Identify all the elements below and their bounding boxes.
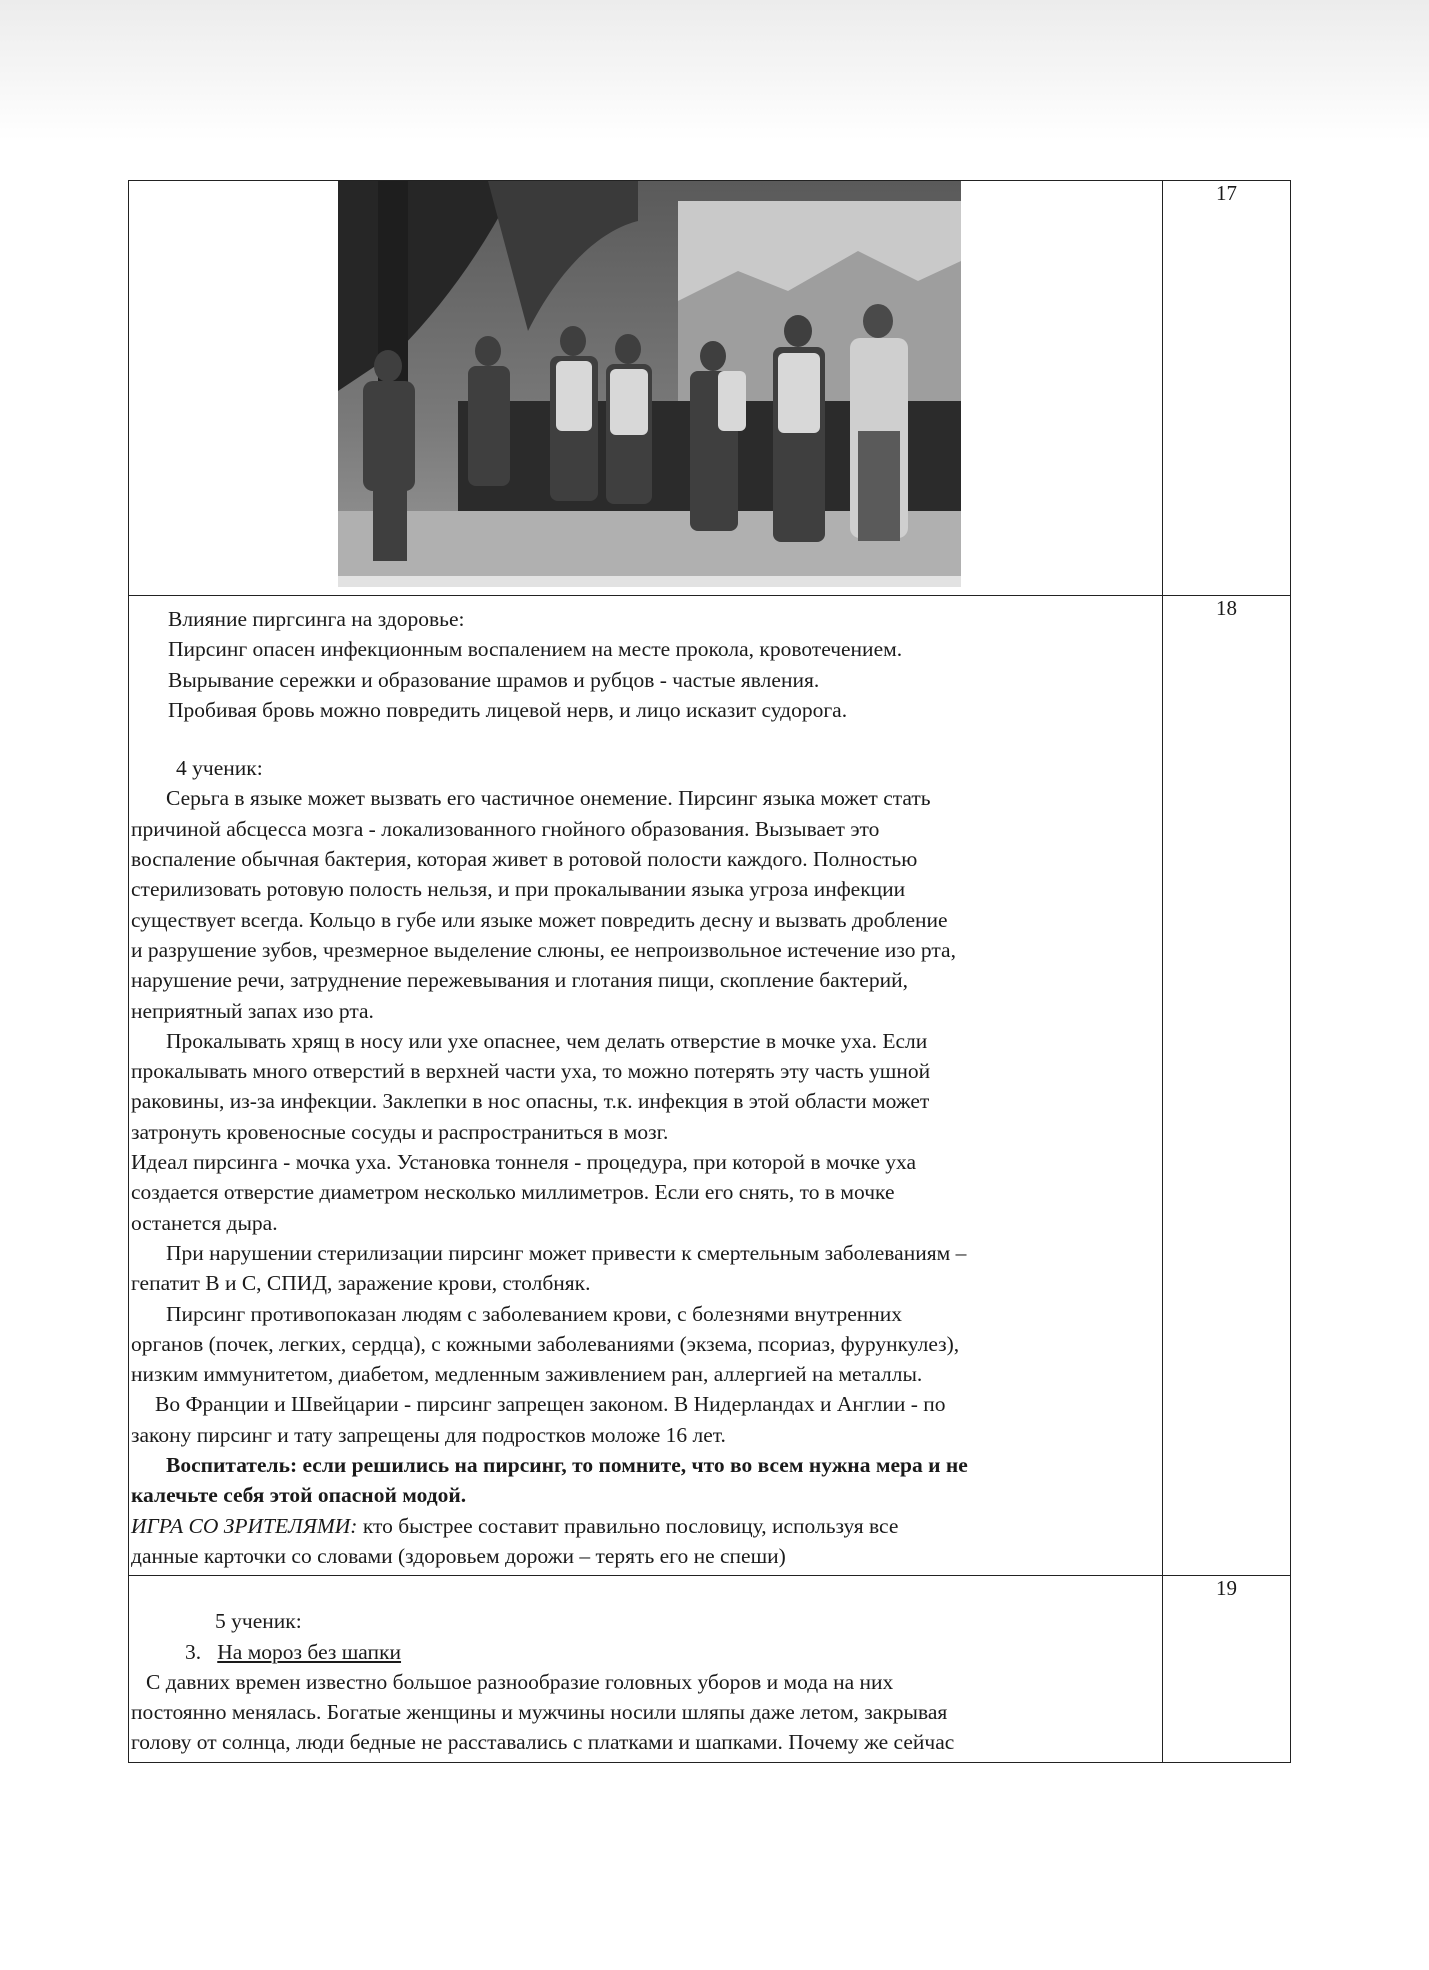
game-label: ИГРА СО ЗРИТЕЛЯМИ: — [131, 1513, 358, 1538]
text-line: При нарушении стерилизации пирсинг может привести к смертельным заболеваниям – — [166, 1240, 967, 1265]
text-line: гепатит В и С, СПИД, заражение крови, столбняк. — [131, 1271, 591, 1296]
numbered-item — [131, 1637, 1162, 1667]
page-number-18: 18 — [1163, 596, 1291, 1576]
item-title: На мороз без шапки — [217, 1639, 402, 1664]
text-line: постоянно менялась. Богатые женщины и мужчины носили шляпы даже летом, закрывая — [131, 1700, 948, 1725]
text-line: стерилизовать ротовую полость нельзя, и при прокалывании языка угроза инфекции — [131, 877, 906, 902]
paragraph: Вырывание сережки и образование шрамов и рубцов - частые явления. — [168, 667, 820, 692]
text-line: закону пирсинг и тату запрещены для подростков моложе 16 лет. — [131, 1422, 726, 1447]
speaker-label: 4 ученик: — [176, 756, 263, 781]
photo-container — [129, 181, 1162, 591]
paragraph: Пирсинг опасен инфекционным воспалением на месте прокола, кровотечением. — [168, 637, 903, 662]
page-number-19: 19 — [1163, 1576, 1291, 1763]
table-row — [129, 1576, 1291, 1763]
text-line: органов (почек, легких, сердца), с кожными заболеваниями (экзема, псориаз, фурункулез), — [131, 1331, 960, 1356]
speaker-label: 5 ученик: — [215, 1609, 302, 1634]
game-text: кто быстрее составит правильно пословицу, используя все — [357, 1513, 899, 1538]
text-line: Пирсинг противопоказан людям с заболеванием крови, с болезнями внутренних — [166, 1301, 903, 1326]
text-line: низким иммунитетом, диабетом, медленным заживлением ран, аллергией на металлы. — [131, 1362, 923, 1387]
content-cell — [129, 596, 1163, 1576]
text-block-piercing — [129, 596, 1162, 1575]
classroom-photo — [338, 181, 961, 587]
text-line: создается отверстие диаметром несколько миллиметров. Если его снять, то в мочке — [131, 1180, 895, 1205]
text-line: причиной абсцесса мозга - локализованного гнойного образования. Вызывает это — [131, 816, 880, 841]
text-line: останется дыра. — [131, 1210, 278, 1235]
text-line: воспаление обычная бактерия, которая живет в ротовой полости каждого. Полностью — [131, 847, 918, 872]
text-line: Прокалывать хрящ в носу или ухе опаснее, чем делать отверстие в мочке уха. Если — [166, 1028, 928, 1053]
text-line: и разрушение зубов, чрезмерное выделение слюны, ее непроизвольное истечение изо рта, — [131, 937, 956, 962]
text-line: Идеал пирсинга - мочка уха. Установка тоннеля - процедура, при которой в мочке уха — [131, 1150, 917, 1175]
text-line: неприятный запах изо рта. — [131, 998, 374, 1023]
game-line-2: данные карточки со словами (здоровьем дорожи – терять его не спеши) — [131, 1543, 786, 1568]
text-line: прокалывать много отверстий в верхней части уха, то можно потерять эту часть ушной — [131, 1059, 931, 1084]
paragraph: Пробивая бровь можно повредить лицевой нерв, и лицо исказит судорога. — [168, 697, 848, 722]
text-line: С давних времен известно большое разнообразие головных уборов и мода на них — [146, 1669, 894, 1694]
table-row — [129, 181, 1291, 596]
section-heading: Влияние пиргсинга на здоровье: — [168, 607, 465, 631]
text-line: Во Франции и Швейцарии - пирсинг запрещен законом. В Нидерландах и Англии - по — [155, 1392, 946, 1417]
bold-line — [131, 1450, 1162, 1480]
spacer — [131, 725, 1162, 753]
educator-remark-cont: калечьте себя этой опасной модой. — [131, 1483, 467, 1508]
content-cell — [129, 1576, 1163, 1763]
text-line: затронуть кровеносные сосуды и распространиться в мозг. — [131, 1119, 669, 1144]
text-line: существует всегда. Кольцо в губе или языке может повредить десну и вызвать дробление — [131, 907, 948, 932]
content-cell — [129, 181, 1163, 596]
game-line — [131, 1511, 1162, 1541]
scan-header-shadow — [0, 0, 1429, 140]
educator-remark: Воспитатель: если решились на пирсинг, то помните, что во всем нужна мера и не — [166, 1453, 968, 1478]
item-number: 3. — [185, 1639, 202, 1664]
text-block-winter — [129, 1576, 1162, 1761]
page-number-17: 17 — [1163, 181, 1291, 596]
text-line: нарушение речи, затруднение пережевывания и глотания пищи, скопление бактерий, — [131, 968, 908, 993]
table-row — [129, 596, 1291, 1576]
text-line: голову от солнца, люди бедные не расставались с платками и шапками. Почему же сейчас — [131, 1730, 955, 1755]
document-table — [128, 180, 1291, 1763]
text-line: Серьга в языке может вызвать его частичное онемение. Пирсинг языка может стать — [166, 786, 931, 811]
bold-line — [131, 1480, 1162, 1510]
text-line: раковины, из-за инфекции. Заклепки в нос опасны, т.к. инфекция в этой области может — [131, 1089, 930, 1114]
